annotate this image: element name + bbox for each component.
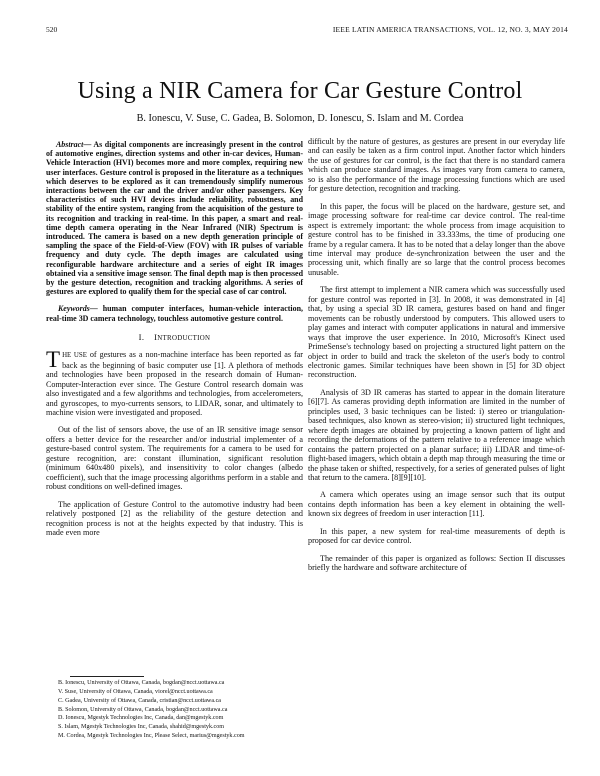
intro-lead: HE USE — [62, 352, 87, 360]
intro-paragraph-1 — [46, 347, 303, 418]
intro-paragraph-1-text: of gestures as a non-machine interface has been reported as far back as the beginning of basic computer use [1]. A plethora of methods and technologies have been proposed in the research domain of Human-Computer-Interaction ever since. The Gesture Control research domain was also investigated and a few algorithms and technologies, from accelerometers, and gyroscopes, to myo-currents sensors, to LIDAR, sonar, and ultimately to machine vision were investigated and proposed. — [46, 350, 303, 418]
author-list: B. Ionescu, V. Suse, C. Gadea, B. Solomon, D. Ionescu, S. Islam and M. Cordea — [136, 113, 464, 124]
body-paragraph: In this paper, the focus will be placed on the hardware, gesture set, and image processing software for real-time car device control. The real-time aspect is extremely important: the whole process from image acquisition to gesture control has to be finished in 33.333ms, the time of producing one frame by a regular camera. It has to be noted that a delay longer than the above time interval may produce de-synchronization between the user and the processing unit, which finally are so large that the control process becomes unusable. — [308, 201, 565, 277]
intro-paragraph-3: The application of Gesture Control to the automotive industry had been relatively postponed [2] as the reliability of the gesture detection and recognition process is not at the heights expected by that industry. This is made even more — [46, 499, 303, 538]
body-paragraph: In this paper, a new system for real-time measurements of depth is proposed for car device control. — [308, 526, 565, 546]
section-first-letter: I — [154, 331, 158, 342]
author-footnotes — [46, 679, 303, 741]
journal-header: IEEE LATIN AMERICA TRANSACTIONS, VOL. 12, NO. 3, MAY 2014 — [332, 25, 568, 34]
intro-paragraph-2: Out of the list of sensors above, the use of an IR sensitive image sensor offers a better device for the researcher and/or industrial implementer of a gesture-based control system. The requirements for a camera to be used for gesture recognition, are: constant illumination, significant resolution (minimum 640x480 pixels), and insensitivity to color changes (albedo coefficient), such that the image processing algorithms perform in a stable and robust conditions on well-defined images. — [46, 425, 303, 492]
keywords — [46, 304, 303, 322]
abstract — [46, 140, 303, 296]
footnote-rule — [70, 676, 144, 677]
page-number: 520 — [46, 25, 58, 34]
body-paragraph: The first attempt to implement a NIR camera which was successfully used for gesture control was reported in [3]. In 2008, it was demonstrated in [4] that, by using a special 3D IR camera, gestures based on hand and finger movements can be robustly understood by computers. This allowed users to play games and interact with computer applications in natural and immersive ways that improve the user experience. In 2010, Microsoft's Kinect used PrimeSense's technology based on projecting a structured light pattern on the object in order to build and track the skeleton of the user's body to control electronic games. Similar techniques have been shown in [5] for 3D object reconstruction. — [308, 285, 565, 380]
paper-title: Using a NIR Camera for Car Gesture Control — [77, 78, 523, 104]
abstract-text: — As digital components are increasingly present in the control of automotive engines, direction systems and other in-car devices, Human-Vehicle Interaction (HVI) becomes more and more complex, requiring new user interfaces. Gesture control is proposed in the literature as a techniques which deserves to be explored as it can tremendously simplify numerous interactions between the car and the driver and/or other passengers. Key characteristics of such HVI devices include reliability, robustness, and stability of the entire system, ranging from the acquisition of the gesture to its recognition and tracking in real-time. In this paper, a smart and real-time depth camera operating in the Near Infrared (NIR) Spectrum is introduced. The camera is based on a new depth generation principle of sampling the space of the Field-of-View (FOV) with IR pulses of variable frequency and duty cycle. The depth images are calculated using reconfigurable hardware architecture and a series of eight IR images obtained via a sensitive image sensor. The final depth map is then processed by the gesture detection, recognition and tracking algorithms. A series of gestures are explored to qualify them for the special case of car control. — [46, 140, 303, 297]
abstract-label: Abstract — [56, 140, 84, 149]
body-paragraph: difficult by the nature of gestures, as gestures are present in our everyday life and can easily be taken as a firm control input. Another factor which hinders the use of gestures for car control, is the fact that there is no standard camera which can produce standard images. As images vary from camera to camera, so is also the performance of the image processing functions which are used for gesture detection, recognition and tracking. — [308, 137, 565, 194]
footnote-line: V. Suse, University of Ottawa, Canada, viorel@ncct.uottawa.ca — [58, 688, 213, 695]
right-column — [308, 137, 565, 581]
body-paragraph: A camera which operates using an image sensor such that its output contains depth information has been a key element in obtaining the well-known six degrees of freedom in user interaction [11]. — [308, 490, 565, 519]
body-paragraph: Analysis of 3D IR cameras has started to appear in the domain literature [6][7]. As cameras providing depth information are limited in the number of principles used, 3 basic techniques can be listed: i) stereo or triangulation-based techniques, also known as stereo-vision; ii) structured light techniques, where depth images are obtained by projecting a known pattern of light and recording the deformations of the pattern relative to a reference image which contains the pattern projected on a planar surface; iii) LIDAR and time-of-flight-based imagers, which obtain a depth map through measuring the time or the phase taken or shifted, respectively, for a series of generated pulses of light that return to the camera. [8][9][10]. — [308, 387, 565, 482]
section-numeral: I. — [138, 331, 145, 342]
footnote-line: B. Solomon, University of Ottawa, Canada, bogdan@ncct.uottawa.ca — [58, 706, 228, 713]
footnote-line: B. Ionescu, University of Ottawa, Canada, bogdan@ncct.uottawa.ca — [58, 680, 225, 686]
footnote-line: S. Islam, Mgestyk Technologies Inc, Canada, shahid@mgestyk.com — [58, 724, 225, 731]
keywords-label: Keywords — [58, 304, 90, 314]
section-rest: NTRODUCTION — [157, 334, 211, 342]
drop-cap: T — [46, 347, 61, 373]
footnote-line: C. Gadea, University of Ottawa, Canada, cristian@ncct.uottawa.ca — [58, 697, 221, 704]
footnote-line: D. Ionescu, Mgestyk Technologies Inc, Canada, dan@mgestyk.com — [58, 715, 224, 722]
keywords-text: — human computer interfaces, human-vehicle interaction, real-time 3D camera technology, touchless automotive gesture control. — [46, 304, 303, 323]
section-heading-introduction — [46, 333, 303, 343]
body-paragraph: The remainder of this paper is organized as follows: Section II discusses briefly the hardware and software architecture of — [308, 553, 565, 573]
footnote-line: M. Cordea, Mgestyk Technologies Inc, Please Select, marius@mgestyk.com — [58, 733, 245, 740]
left-column — [46, 140, 303, 545]
